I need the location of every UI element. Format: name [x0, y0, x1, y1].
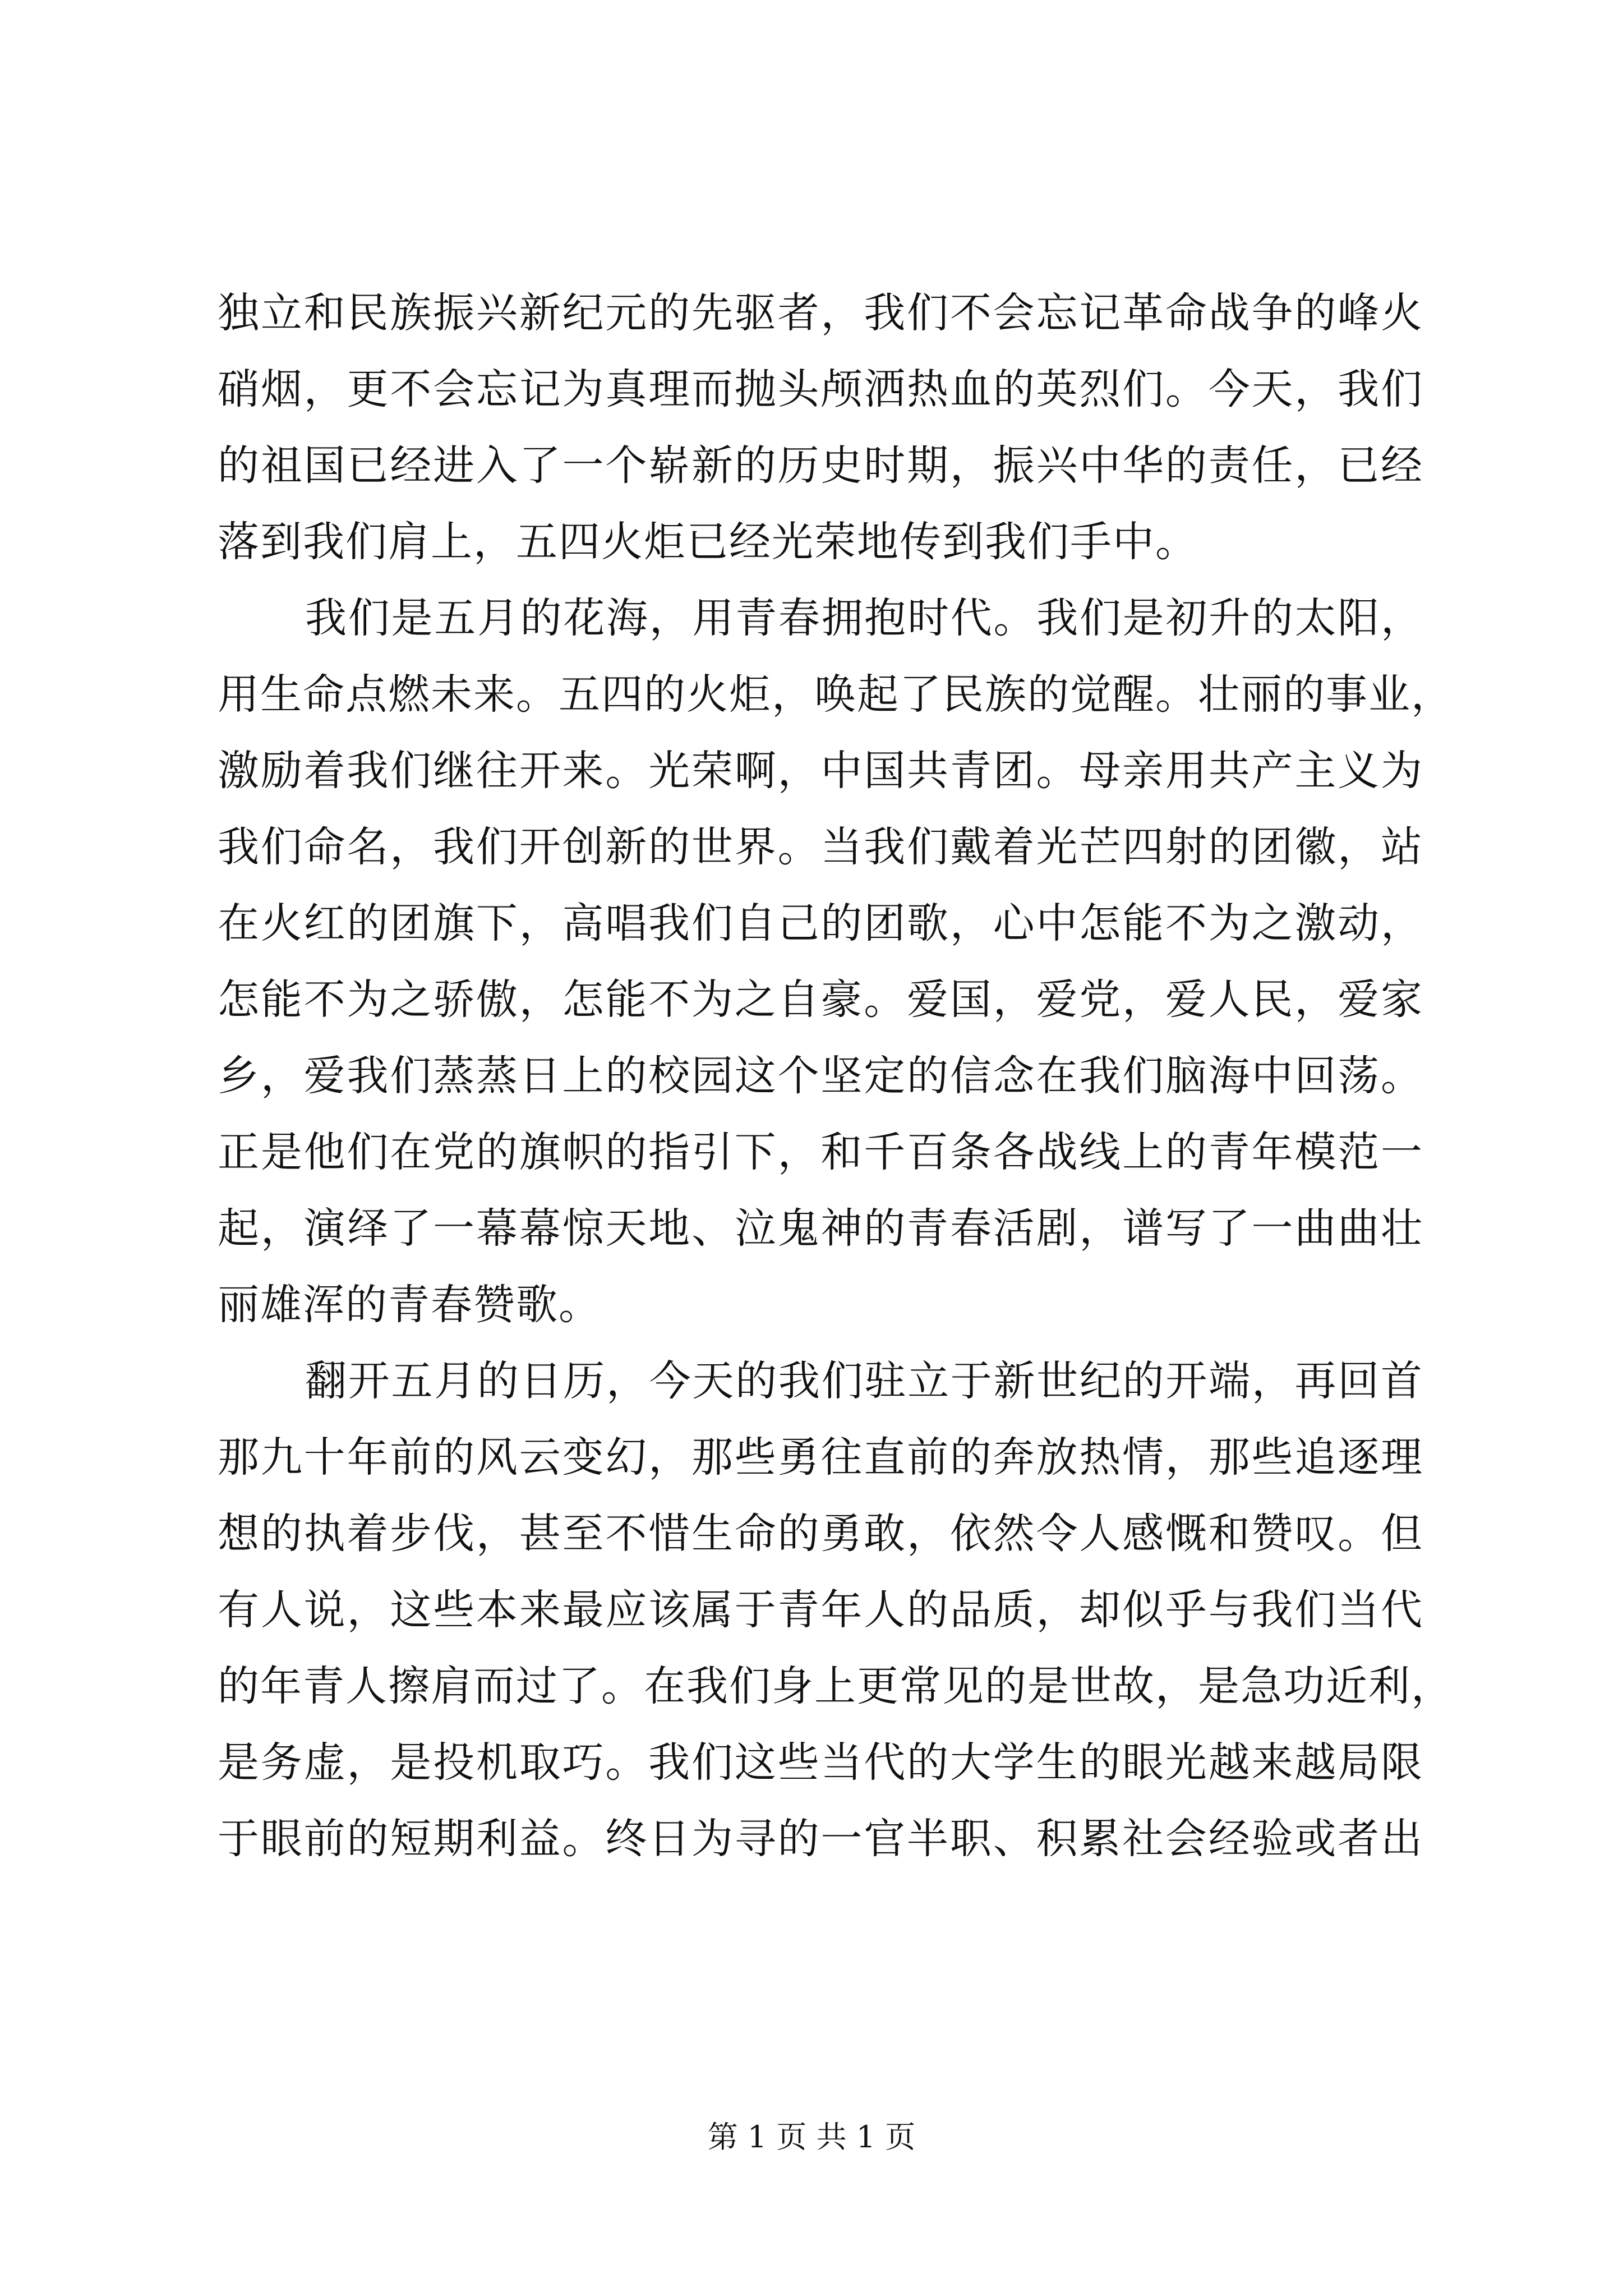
text-line: 我们是五月的花海，用青春拥抱时代。我们是初升的太阳， [305, 594, 1423, 642]
text-line: 起，演绎了一幕幕惊天地、泣鬼神的青春活剧，谱写了一曲曲壮 [218, 1204, 1423, 1253]
text-line: 怎能不为之骄傲，怎能不为之自豪。爱国，爱党，爱人民，爱家 [218, 976, 1423, 1024]
text-line: 用生命点燃未来。五四的火炬，唤起了民族的觉醒。壮丽的事业， [218, 670, 1454, 719]
text-line: 我们命名，我们开创新的世界。当我们戴着光芒四射的团徽，站 [218, 823, 1423, 871]
text-line: 想的执着步伐，甚至不惜生命的勇敢，依然令人感慨和赞叹。但 [218, 1510, 1423, 1558]
text-line: 的年青人擦肩而过了。在我们身上更常见的是世故，是急功近利， [218, 1662, 1454, 1710]
text-line: 于眼前的短期利益。终日为寻的一官半职、积累社会经验或者出 [218, 1815, 1423, 1863]
text-line: 乡，爱我们蒸蒸日上的校园这个坚定的信念在我们脑海中回荡。 [218, 1052, 1423, 1100]
text-line: 的祖国已经进入了一个崭新的历史时期，振兴中华的责任，已经 [218, 441, 1423, 490]
text-line: 落到我们肩上，五四火炬已经光荣地传到我们手中。 [218, 518, 1198, 566]
text-line: 激励着我们继往开来。光荣啊，中国共青团。母亲用共产主义为 [218, 747, 1423, 795]
text-line: 硝烟，更不会忘记为真理而抛头颅洒热血的英烈们。今天，我们 [218, 365, 1423, 413]
text-line: 翻开五月的日历，今天的我们驻立于新世纪的开端，再回首 [305, 1357, 1423, 1405]
text-line: 是务虚，是投机取巧。我们这些当代的大学生的眼光越来越局限 [218, 1738, 1423, 1787]
text-line: 丽雄浑的青春赞歌。 [218, 1281, 601, 1329]
text-line: 在火红的团旗下，高唱我们自己的团歌，心中怎能不为之激动， [218, 899, 1423, 947]
text-line: 有人说，这些本来最应该属于青年人的品质，却似乎与我们当代 [218, 1586, 1423, 1634]
text-line: 正是他们在党的旗帜的指引下，和千百条各战线上的青年模范一 [218, 1128, 1423, 1176]
page-number-footer: 第 1 页 共 1 页 [707, 2119, 916, 2155]
text-line: 那九十年前的风云变幻，那些勇往直前的奔放热情，那些追逐理 [218, 1433, 1423, 1481]
text-line: 独立和民族振兴新纪元的先驱者，我们不会忘记革命战争的峰火 [218, 289, 1423, 337]
document-body [218, 275, 1454, 1877]
